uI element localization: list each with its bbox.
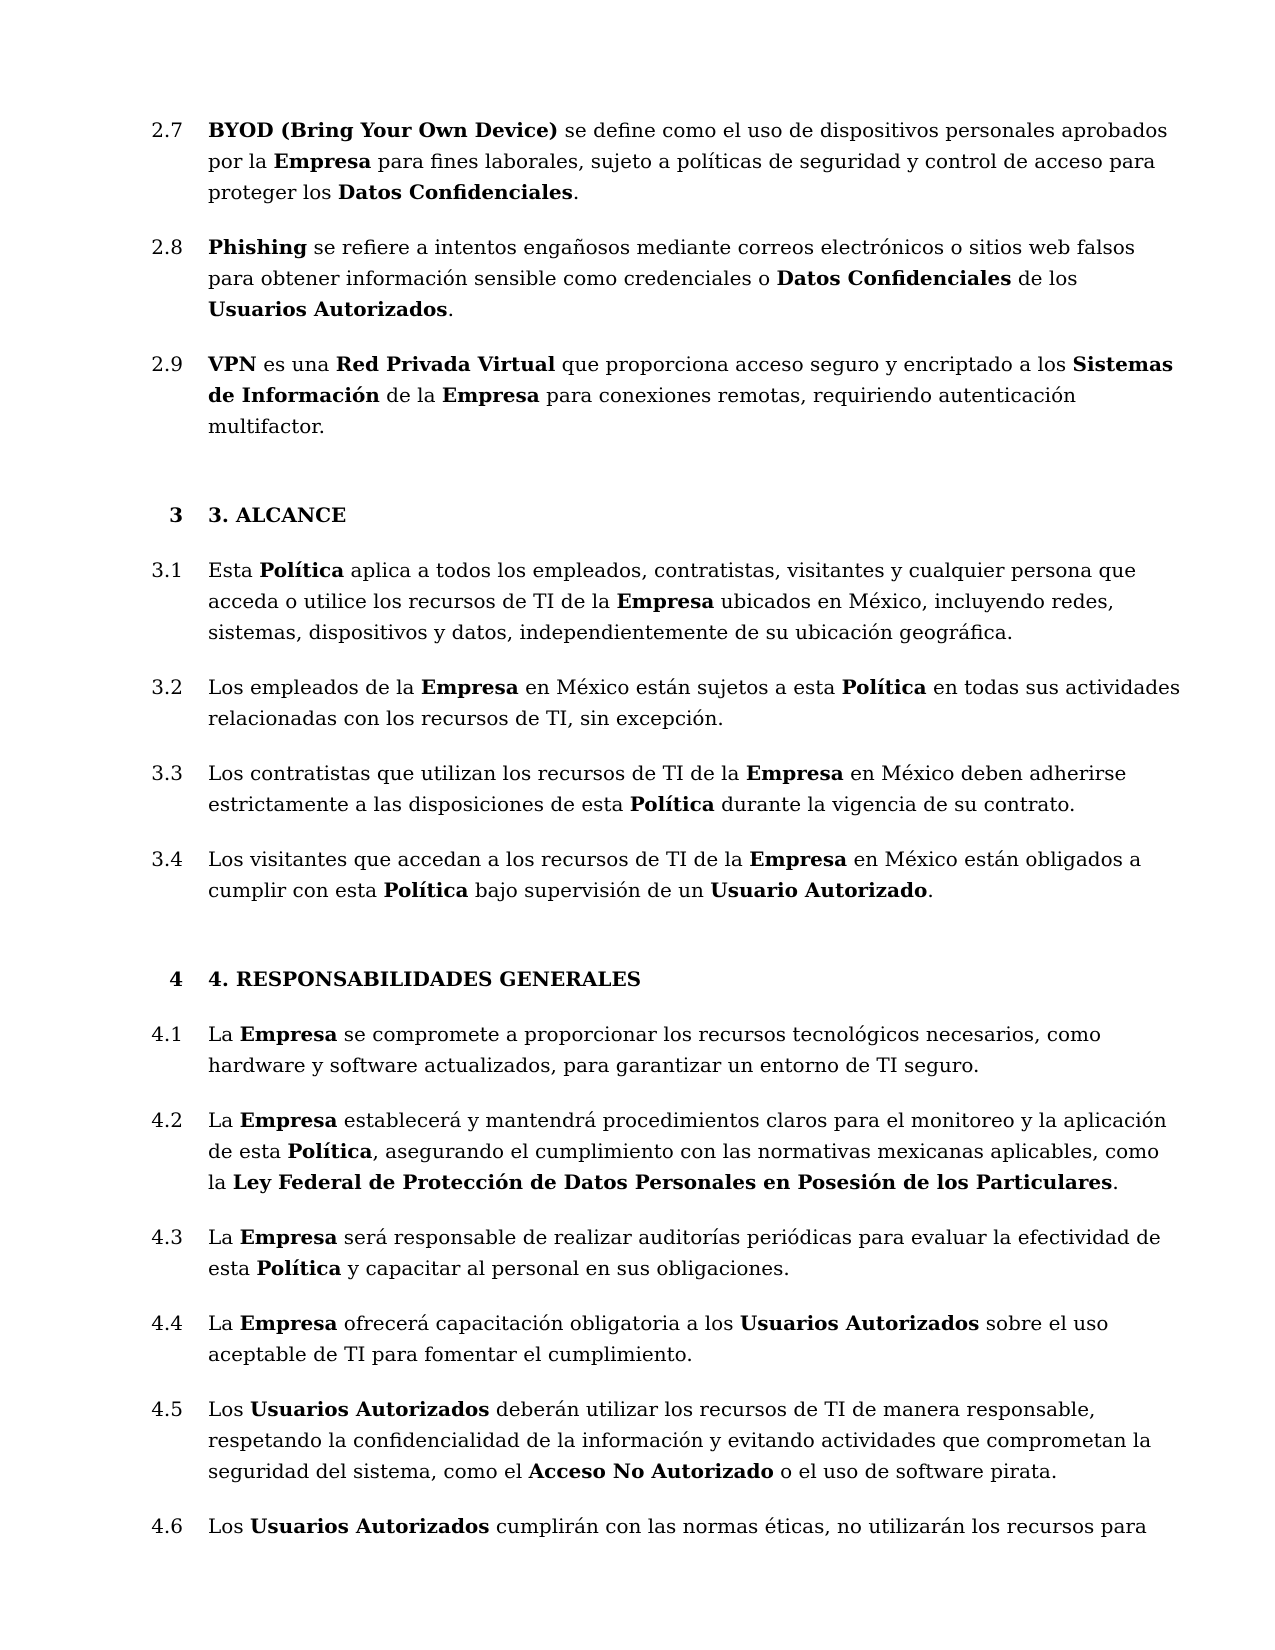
text-line: Esta Política aplica a todos los empleados, contratistas, visitantes y cualquier persona que (208, 558, 1137, 582)
text-line: de esta Política, asegurando el cumplimiento con las normativas mexicanas aplicables, como (208, 1139, 1160, 1163)
text-line: de Información de la Empresa para conexiones remotas, requiriendo autenticación (208, 383, 1077, 407)
section-heading (0, 964, 1275, 995)
text-line: la Ley Federal de Protección de Datos Personales en Posesión de los Particulares. (208, 1170, 1119, 1194)
policy-item (0, 758, 1275, 820)
item-text (208, 844, 1142, 906)
document-body (0, 115, 1275, 1566)
item-text (208, 500, 1123, 531)
item-number: 3.2 (151, 675, 183, 699)
text-line: por la Empresa para fines laborales, sujeto a políticas de seguridad y control de acceso para (208, 149, 1156, 173)
item-text (208, 1511, 1147, 1542)
policy-item (0, 349, 1275, 442)
text-line: relacionadas con los recursos de TI, sin excepción. (208, 706, 724, 730)
text-line: esta Política y capacitar al personal en sus obligaciones. (208, 1256, 790, 1280)
text-line: La Empresa ofrecerá capacitación obligatoria a los Usuarios Autorizados sobre el uso (208, 1311, 1109, 1335)
item-number: 3 (169, 503, 183, 527)
text-line: Los empleados de la Empresa en México están sujetos a esta Política en todas sus actividades (208, 675, 1181, 699)
item-text (208, 964, 1123, 995)
policy-item (0, 555, 1275, 648)
text-line: Los Usuarios Autorizados cumplirán con las normas éticas, no utilizarán los recursos para (208, 1514, 1147, 1538)
policy-item (0, 1511, 1275, 1542)
text-line: estrictamente a las disposiciones de esta Política durante la vigencia de su contrato. (208, 792, 1076, 816)
section-heading (0, 500, 1275, 531)
text-line: 4. RESPONSABILIDADES GENERALES (208, 967, 642, 991)
text-line: Usuarios Autorizados. (208, 297, 454, 321)
policy-item (0, 1019, 1275, 1081)
item-number: 3.4 (151, 847, 183, 871)
text-line: VPN es una Red Privada Virtual que proporciona acceso seguro y encriptado a los Sistemas (208, 352, 1174, 376)
item-number: 4.5 (151, 1397, 183, 1421)
item-number: 2.7 (151, 118, 183, 142)
item-number: 4.1 (151, 1022, 183, 1046)
policy-item (0, 115, 1275, 208)
text-line: La Empresa establecerá y mantendrá procedimientos claros para el monitoreo y la aplicación (208, 1108, 1167, 1132)
text-line: acceda o utilice los recursos de TI de la Empresa ubicados en México, incluyendo redes, (208, 589, 1114, 613)
text-line: La Empresa se compromete a proporcionar los recursos tecnológicos necesarios, como (208, 1022, 1102, 1046)
item-text (208, 232, 1136, 325)
policy-item (0, 1394, 1275, 1487)
text-line: cumplir con esta Política bajo supervisión de un Usuario Autorizado. (208, 878, 934, 902)
text-line: BYOD (Bring Your Own Device) se define como el uso de dispositivos personales aprobados (208, 118, 1168, 142)
policy-item (0, 232, 1275, 325)
text-line: Los Usuarios Autorizados deberán utilizar los recursos de TI de manera responsable, (208, 1397, 1096, 1421)
text-line: proteger los Datos Confidenciales. (208, 180, 580, 204)
policy-item (0, 844, 1275, 906)
item-text (208, 758, 1127, 820)
text-line: para obtener información sensible como credenciales o Datos Confidenciales de los (208, 266, 1078, 290)
text-line: sistemas, dispositivos y datos, independientemente de su ubicación geográfica. (208, 620, 1013, 644)
item-number: 3.3 (151, 761, 183, 785)
policy-item (0, 1308, 1275, 1370)
item-text (208, 1105, 1167, 1198)
text-line: Phishing se refiere a intentos engañosos mediante correos electrónicos o sitios web falsos (208, 235, 1136, 259)
item-text (208, 1394, 1152, 1487)
item-text (208, 1222, 1161, 1284)
item-text (208, 555, 1137, 648)
item-number: 2.8 (151, 235, 183, 259)
text-line: aceptable de TI para fomentar el cumplimiento. (208, 1342, 693, 1366)
text-line: Los visitantes que accedan a los recursos de TI de la Empresa en México están obligados a (208, 847, 1142, 871)
text-line: respetando la confidencialidad de la información y evitando actividades que comprometan la (208, 1428, 1152, 1452)
item-number: 4.6 (151, 1514, 183, 1538)
policy-item (0, 1222, 1275, 1284)
item-number: 2.9 (151, 352, 183, 376)
item-number: 4.3 (151, 1225, 183, 1249)
text-line: La Empresa será responsable de realizar auditorías periódicas para evaluar la efectividad de (208, 1225, 1161, 1249)
text-line: Los contratistas que utilizan los recursos de TI de la Empresa en México deben adherirse (208, 761, 1127, 785)
text-line: hardware y software actualizados, para garantizar un entorno de TI seguro. (208, 1053, 980, 1077)
policy-item (0, 672, 1275, 734)
item-text (208, 349, 1174, 442)
item-number: 4.4 (151, 1311, 183, 1335)
item-text (208, 1308, 1123, 1370)
text-line: multifactor. (208, 414, 326, 438)
text-line: 3. ALCANCE (208, 503, 347, 527)
item-number: 3.1 (151, 558, 183, 582)
policy-item (0, 1105, 1275, 1198)
item-text (208, 1019, 1123, 1081)
item-number: 4.2 (151, 1108, 183, 1132)
item-number: 4 (169, 967, 183, 991)
item-text (208, 115, 1168, 208)
item-text (208, 672, 1181, 734)
text-line: seguridad del sistema, como el Acceso No Autorizado o el uso de software pirata. (208, 1459, 1058, 1483)
